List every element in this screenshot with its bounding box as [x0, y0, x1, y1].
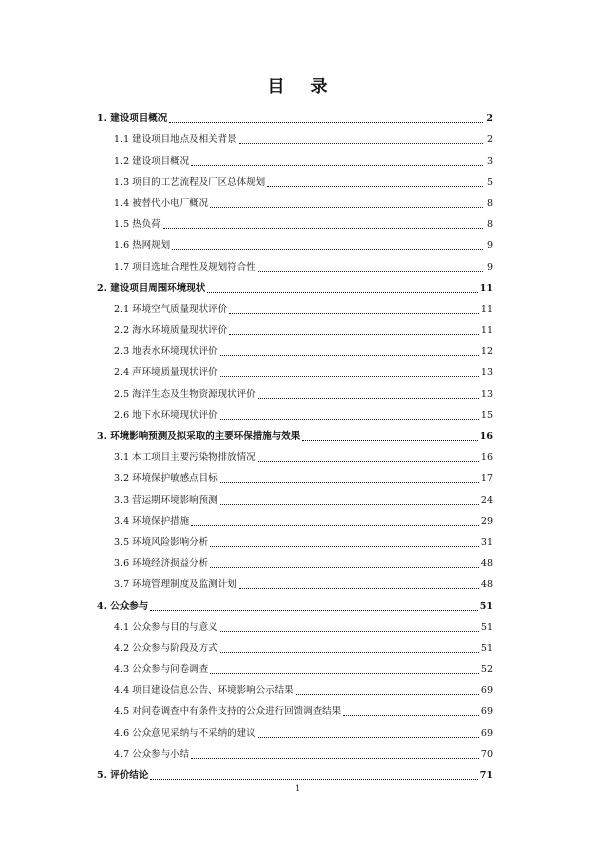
toc-entry-label: 1.6 热网规划	[114, 240, 171, 252]
toc-dot-leader	[220, 652, 479, 653]
toc-subsection-entry[interactable]	[97, 256, 493, 277]
toc-dot-leader	[210, 207, 483, 208]
toc-dot-leader	[220, 482, 479, 483]
toc-subsection-entry[interactable]	[97, 405, 493, 426]
toc-entry-label: 2.6 地下水环境现状评价	[114, 409, 218, 421]
toc-subsection-entry[interactable]	[97, 129, 493, 150]
page-number: 1	[294, 784, 301, 793]
toc-subsection-entry[interactable]	[97, 511, 493, 532]
toc-dot-leader	[210, 546, 479, 547]
toc-page-number: 51	[480, 642, 493, 654]
toc-subsection-entry[interactable]	[97, 320, 493, 341]
toc-dot-leader	[258, 398, 479, 399]
page-title: 目 录	[267, 77, 338, 97]
toc-page-number: 48	[480, 558, 493, 570]
toc-entry-label: 3.2 环境保护敏感点目标	[114, 473, 218, 485]
toc-entry-label: 1. 建设项目概况	[97, 113, 168, 125]
toc-entry-label: 3.6 环境经济损益分析	[114, 558, 209, 570]
toc-section-entry[interactable]	[97, 278, 493, 299]
toc-dot-leader	[296, 694, 479, 695]
toc-entry-label: 3.7 环境管理制度及监测计划	[114, 579, 237, 591]
toc-dot-leader	[220, 376, 479, 377]
toc-subsection-entry[interactable]	[97, 617, 493, 638]
toc-subsection-entry[interactable]	[97, 383, 493, 404]
toc-dot-leader	[191, 525, 479, 526]
toc-entry-label: 4.1 公众参与目的与意义	[114, 621, 218, 633]
toc-page-number: 3	[486, 155, 493, 167]
toc-subsection-entry[interactable]	[97, 447, 493, 468]
toc-subsection-entry[interactable]	[97, 744, 493, 765]
toc-page-number: 13	[480, 367, 493, 379]
toc-page-number: 12	[480, 346, 493, 358]
toc-entry-label: 3.5 环境风险影响分析	[114, 536, 209, 548]
toc-entry-label: 4.4 项目建设信息公告、环境影响公示结果	[114, 685, 294, 697]
toc-subsection-entry[interactable]	[97, 362, 493, 383]
toc-dot-leader	[150, 779, 478, 780]
toc-dot-leader	[210, 673, 479, 674]
toc-subsection-entry[interactable]	[97, 468, 493, 489]
toc-dot-leader	[163, 228, 483, 229]
toc-dot-leader	[207, 292, 478, 293]
toc-entry-label: 1.3 项目的工艺流程及厂区总体规划	[114, 176, 266, 188]
toc-page-number: 11	[480, 325, 493, 337]
toc-entry-label: 3. 环境影响预测及拟采取的主要环保措施与效果	[97, 431, 301, 442]
toc-entry-label: 1.2 建设项目概况	[114, 155, 190, 167]
toc-dot-leader	[239, 588, 479, 589]
toc-page-number: 9	[486, 240, 493, 252]
toc-page-number: 9	[486, 261, 493, 273]
toc-dot-leader	[258, 271, 483, 272]
toc-entry-label: 1.5 热负荷	[114, 219, 161, 231]
toc-page-number: 69	[480, 727, 493, 739]
toc-page-number: 13	[480, 388, 493, 400]
toc-section-entry[interactable]	[97, 426, 493, 447]
toc-dot-leader	[220, 631, 479, 632]
toc-page-number: 11	[479, 282, 493, 294]
toc-page-number: 51	[479, 600, 493, 612]
toc-page-number: 8	[486, 197, 493, 209]
toc-subsection-entry[interactable]	[97, 214, 493, 235]
toc-subsection-entry[interactable]	[97, 638, 493, 659]
toc-page-number: 69	[480, 706, 493, 718]
toc-entry-label: 4. 公众参与	[97, 600, 149, 612]
toc-dot-leader	[191, 758, 479, 759]
toc-entry-label: 1.1 建设项目地点及相关背景	[114, 134, 237, 146]
toc-subsection-entry[interactable]	[97, 489, 493, 510]
toc-page-number: 71	[479, 770, 493, 781]
toc-entry-label: 3.3 营运期环境影响预测	[114, 494, 218, 506]
toc-page-number: 48	[480, 579, 493, 591]
toc-dot-leader	[220, 355, 479, 356]
toc-entry-label: 1.7 项目选址合理性及规划符合性	[114, 261, 256, 273]
toc-page-number: 8	[486, 219, 493, 231]
toc-page-number: 52	[480, 664, 493, 676]
toc-entry-label: 4.6 公众意见采纳与不采纳的建议	[114, 727, 256, 739]
toc-entry-label: 2.2 海水环境质量现状评价	[114, 325, 228, 337]
toc-entry-label: 2.5 海洋生态及生物资源现状评价	[114, 388, 256, 400]
toc-entry-label: 4.5 对问卷调查中有条件支持的公众进行回馈调查结果	[114, 706, 342, 718]
toc-page-number: 16	[479, 431, 493, 442]
toc-page-number: 17	[480, 473, 493, 485]
toc-dot-leader	[172, 249, 483, 250]
toc-page-number: 2	[486, 134, 493, 146]
toc-dot-leader	[210, 567, 479, 568]
toc-dot-leader	[267, 186, 483, 187]
toc-page-number: 24	[480, 494, 493, 506]
toc-subsection-entry[interactable]	[97, 341, 493, 362]
toc-entry-label: 2.4 声环境质量现状评价	[114, 367, 218, 379]
toc-subsection-entry[interactable]	[97, 701, 493, 722]
toc-subsection-entry[interactable]	[97, 532, 493, 553]
toc-subsection-entry[interactable]	[97, 680, 493, 701]
toc-page-number: 16	[480, 452, 493, 464]
toc-subsection-entry[interactable]	[97, 553, 493, 574]
toc-entry-label: 3.1 本工项目主要污染物排放情况	[114, 452, 256, 464]
toc-entry-label: 4.7 公众参与小结	[114, 748, 190, 760]
toc-subsection-entry[interactable]	[97, 150, 493, 171]
toc-dot-leader	[239, 143, 483, 144]
toc-subsection-entry[interactable]	[97, 574, 493, 595]
toc-entry-label: 2.1 环境空气质量现状评价	[114, 303, 228, 315]
toc-page-number: 51	[480, 621, 493, 633]
toc-page-number: 5	[486, 176, 493, 188]
toc-page-number: 11	[480, 303, 493, 315]
toc-dot-leader	[220, 419, 479, 420]
toc-subsection-entry[interactable]	[97, 659, 493, 680]
toc-entry-label: 2.3 地表水环境现状评价	[114, 346, 218, 358]
toc-entry-label: 2. 建设项目周围环境现状	[97, 282, 206, 294]
toc-dot-leader	[150, 610, 478, 611]
toc-dot-leader	[343, 715, 479, 716]
toc-subsection-entry[interactable]	[97, 172, 493, 193]
toc-page-number: 2	[486, 113, 493, 125]
toc-dot-leader	[302, 440, 478, 441]
toc-page-number: 69	[480, 685, 493, 697]
toc-page-number: 70	[480, 748, 493, 760]
toc-entry-label: 5. 评价结论	[97, 770, 149, 781]
toc-page-number: 31	[480, 536, 493, 548]
toc-subsection-entry[interactable]	[97, 299, 493, 320]
toc-dot-leader	[220, 504, 479, 505]
table-of-contents	[97, 108, 493, 786]
toc-section-entry[interactable]	[97, 595, 493, 616]
toc-entry-label: 1.4 被替代小电厂概况	[114, 197, 209, 209]
toc-entry-label: 4.3 公众参与问卷调查	[114, 664, 209, 676]
toc-dot-leader	[258, 461, 479, 462]
toc-page-number: 15	[480, 409, 493, 421]
toc-subsection-entry[interactable]	[97, 193, 493, 214]
toc-dot-leader	[229, 313, 479, 314]
toc-entry-label: 4.2 公众参与阶段及方式	[114, 642, 218, 654]
toc-section-entry[interactable]	[97, 108, 493, 129]
toc-entry-label: 3.4 环境保护措施	[114, 515, 190, 527]
toc-subsection-entry[interactable]	[97, 235, 493, 256]
toc-section-entry[interactable]	[97, 765, 493, 786]
toc-dot-leader	[229, 334, 479, 335]
toc-dot-leader	[191, 165, 483, 166]
toc-dot-leader	[169, 122, 483, 123]
toc-page-number: 29	[480, 515, 493, 527]
toc-subsection-entry[interactable]	[97, 722, 493, 743]
toc-dot-leader	[258, 737, 479, 738]
